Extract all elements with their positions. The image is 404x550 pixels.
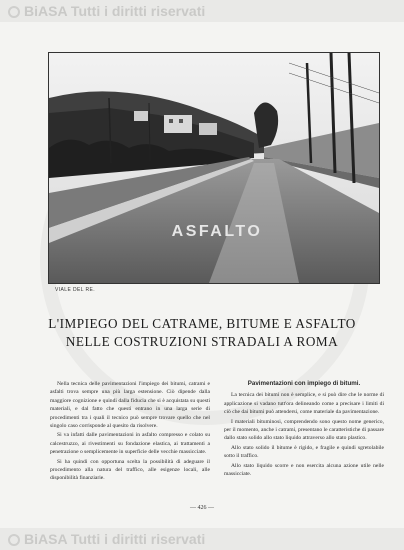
- header-watermark-text: BiASA Tutti i diritti riservati: [24, 3, 206, 19]
- right-paragraph: Allo stato liquido scorre e non esercita alcuna azione utile nelle massicciate.: [224, 462, 384, 478]
- footer-watermark-text: BiASA Tutti i diritti riservati: [24, 531, 206, 547]
- page-number: — 426 —: [190, 505, 214, 511]
- left-text-column: [50, 380, 210, 484]
- left-paragraph: Nella tecnica delle pavimentazioni l'impiego dei bitumi, catrami e asfalti trova sempre una più larga estensione. Ciò dipende dalla maggiore cognizione e quindi dalla fiducia che si è acquistata su questi materiali, e dal fatto che questi entrano in una larga serie di procedimenti tra i quali il tecnico può sempre trovare quello che nel singolo caso corrisponde al quesito da risolvere.: [50, 381, 210, 430]
- right-paragraph: I materiali bituminosi, comprendendo sono questo nome generico, per il momento, anche i catrami, presentano le caratteristiche di passare dallo stato solido allo stato liquido attraverso allo stato plastico.: [224, 418, 384, 442]
- header-watermark-banner: [0, 0, 404, 22]
- section-heading: Pavimentazioni con impiego di bitumi.: [247, 380, 361, 387]
- photo-caption: VIALE DEL RE.: [55, 287, 96, 293]
- right-paragraph: Allo stato solido il bitume è rigido, e fragile e quindi sgretolabile sotto il traffico.: [224, 444, 384, 460]
- biasa-logo-icon: [8, 534, 20, 546]
- article-title-line1: L'IMPIEGO DEL CATRAME, BITUME E ASFALTO: [48, 316, 356, 331]
- street-photograph: [48, 52, 380, 284]
- left-paragraph: Si ha quindi con opportuna scelta la possibilità di adeguare il procedimento alla natura del traffico, alle esigenze locali, alle disponibilità finanziarie.: [50, 458, 210, 482]
- biasa-logo-icon: [8, 6, 20, 18]
- right-text-column: [224, 380, 384, 479]
- right-paragraph: La tecnica dei bitumi non è semplice, e si può dire che le norme di applicazione si vadano tutt'ora delineando come a precisare i limiti di ciò che dai bitumi può attendersi, come materiale da pavimentazione.: [224, 392, 384, 416]
- article-title-line2: NELLE COSTRUZIONI STRADALI A ROMA: [65, 334, 339, 349]
- footer-watermark-banner: [0, 528, 404, 550]
- road-marking-text: ASFALTO: [171, 223, 263, 240]
- left-paragraph: Si va infatti dalle pavimentazioni in asfalto compresso e colato su calcestruzzo, ai rivestimenti su fondazione elastica, ai trattamenti a penetrazione o semplicemente in superficie delle vecchie massicciate.: [50, 432, 210, 456]
